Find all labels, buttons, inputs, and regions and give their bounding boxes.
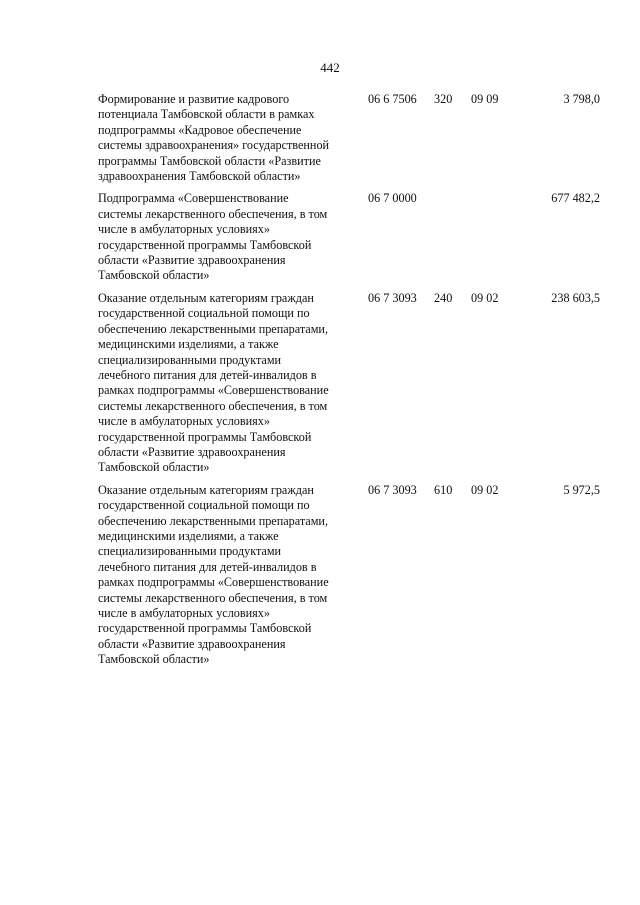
amount: 677 482,2 [551,191,600,206]
amount: 3 798,0 [563,92,600,106]
row-description: Оказание отдельным категориям граждан государственной социальной помощи по обеспечению лекарственными препаратами, медицинскими изделиями, а также специализированными продуктами лечебного питания для детей-инвалидов в рамках подпрограммы «Совершенствование системы лекарственного обеспечения, в том числе в амбулаторных условиях» государственной программы Тамбовской области «Развитие здравоохранения Тамбовской области» [98,290,329,475]
section-subsection-code: 09 02 [471,290,499,305]
section-subsection-code: 09 02 [471,482,499,497]
expense-type-code: 240 [434,290,453,305]
target-article-code: 06 7 3093 [368,482,417,497]
table-row [0,483,640,668]
budget-table [0,92,640,675]
amount: 5 972,5 [563,482,600,497]
table-row [0,291,640,476]
row-description: Подпрограмма «Совершенствование системы лекарственного обеспечения, в том числе в амбулаторных условиях» государственной программы Тамбовской области «Развитие здравоохранения Тамбовской области» [98,191,328,283]
expense-type-code: 320 [434,92,453,106]
table-row [0,92,640,184]
amount: 238 603,5 [551,290,600,305]
page-number: 442 [320,60,340,75]
section-subsection-code: 09 09 [471,92,499,106]
row-description: Оказание отдельным категориям граждан государственной социальной помощи по обеспечению лекарственными препаратами, медицинскими изделиями, а также специализированными продуктами лечебного питания для детей-инвалидов в рамках подпрограммы «Совершенствование системы лекарственного обеспечения, в том числе в амбулаторных условиях» государственной программы Тамбовской области «Развитие здравоохранения Тамбовской области» [98,482,329,667]
target-article-code: 06 7 0000 [368,191,417,206]
target-article-code: 06 7 3093 [368,290,417,305]
row-description: Формирование и развитие кадрового потенциала Тамбовской области в рамках подпрограммы «Кадровое обеспечение системы здравоохранения» государственной программы Тамбовской области «Развитие здравоохранения Тамбовской области» [98,92,330,184]
expense-type-code: 610 [434,482,453,497]
table-row [0,191,640,283]
target-article-code: 06 6 7506 [368,92,417,106]
